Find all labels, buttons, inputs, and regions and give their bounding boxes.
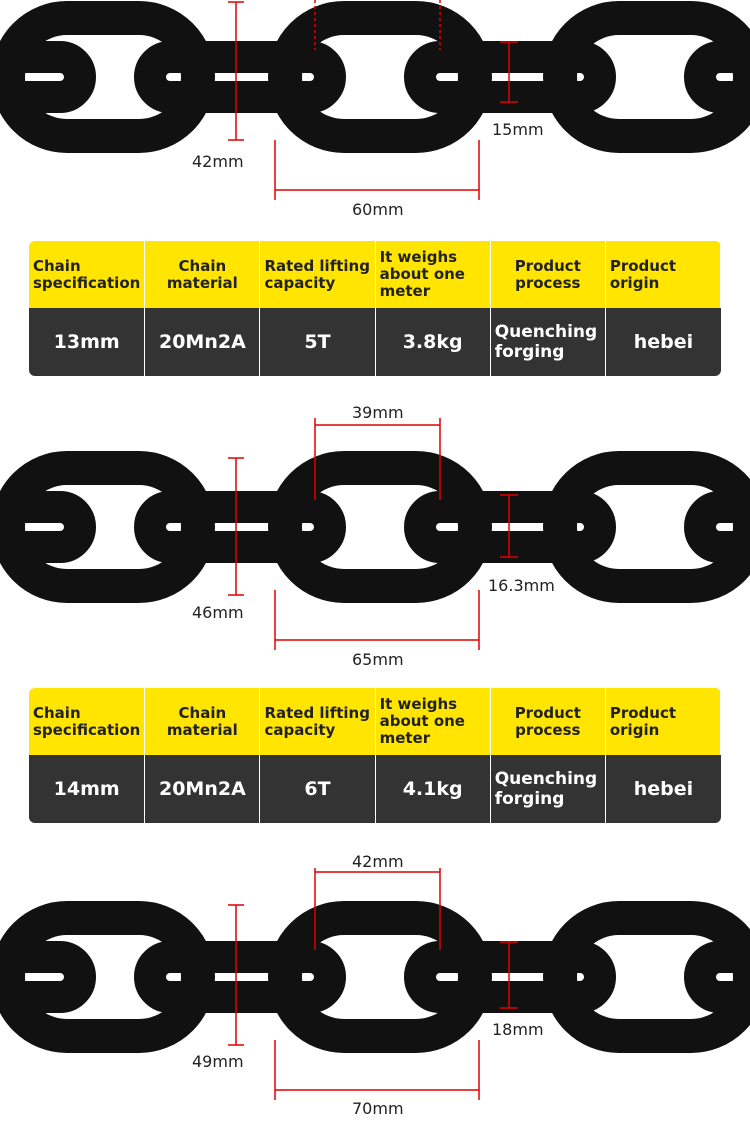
outer-width-label: 49mm bbox=[192, 1052, 244, 1071]
spec-table-14mm bbox=[29, 688, 721, 823]
header-product-process: Product process bbox=[491, 241, 606, 308]
header-weight-per-meter: It weighs about one meter bbox=[376, 241, 491, 308]
outer-length-label: 60mm bbox=[352, 200, 404, 219]
wire-diameter-label: 16.3mm bbox=[488, 576, 555, 595]
chain-links-illustration bbox=[0, 0, 750, 205]
header-weight-per-meter: It weighs about one meter bbox=[376, 688, 491, 755]
value-rated-lifting-capacity: 5T bbox=[260, 308, 375, 376]
outer-width-label: 46mm bbox=[192, 603, 244, 622]
value-chain-material: 20Mn2A bbox=[145, 755, 260, 823]
header-product-origin: Product origin bbox=[606, 241, 721, 308]
value-product-origin: hebei bbox=[606, 308, 721, 376]
chain-links-illustration bbox=[0, 440, 750, 655]
header-chain-material: Chain material bbox=[145, 241, 260, 308]
wire-diameter-label: 15mm bbox=[492, 120, 544, 139]
value-product-process: Quenching forging bbox=[491, 755, 606, 823]
outer-length-label: 70mm bbox=[352, 1099, 404, 1118]
spec-table-13mm bbox=[29, 241, 721, 376]
value-rated-lifting-capacity: 6T bbox=[260, 755, 375, 823]
header-rated-lifting-capacity: Rated lifting capacity bbox=[260, 241, 375, 308]
header-chain-material: Chain material bbox=[145, 688, 260, 755]
value-weight-per-meter: 4.1kg bbox=[376, 755, 491, 823]
header-chain-specification: Chain specification bbox=[29, 688, 145, 755]
value-chain-specification: 14mm bbox=[29, 755, 145, 823]
header-rated-lifting-capacity: Rated lifting capacity bbox=[260, 688, 375, 755]
wire-diameter-label: 18mm bbox=[492, 1020, 544, 1039]
value-product-process: Quenching forging bbox=[491, 308, 606, 376]
value-chain-specification: 13mm bbox=[29, 308, 145, 376]
outer-width-label: 42mm bbox=[192, 152, 244, 171]
chain-links-illustration bbox=[0, 890, 750, 1105]
pitch-label: 42mm bbox=[352, 852, 404, 871]
header-chain-specification: Chain specification bbox=[29, 241, 145, 308]
pitch-label: 39mm bbox=[352, 403, 404, 422]
chain-diagram-14mm bbox=[0, 400, 750, 675]
value-chain-material: 20Mn2A bbox=[145, 308, 260, 376]
value-weight-per-meter: 3.8kg bbox=[376, 308, 491, 376]
chain-diagram-13mm bbox=[0, 0, 750, 220]
header-product-process: Product process bbox=[491, 688, 606, 755]
value-product-origin: hebei bbox=[606, 755, 721, 823]
outer-length-label: 65mm bbox=[352, 650, 404, 669]
chain-diagram-third bbox=[0, 848, 750, 1128]
header-product-origin: Product origin bbox=[606, 688, 721, 755]
